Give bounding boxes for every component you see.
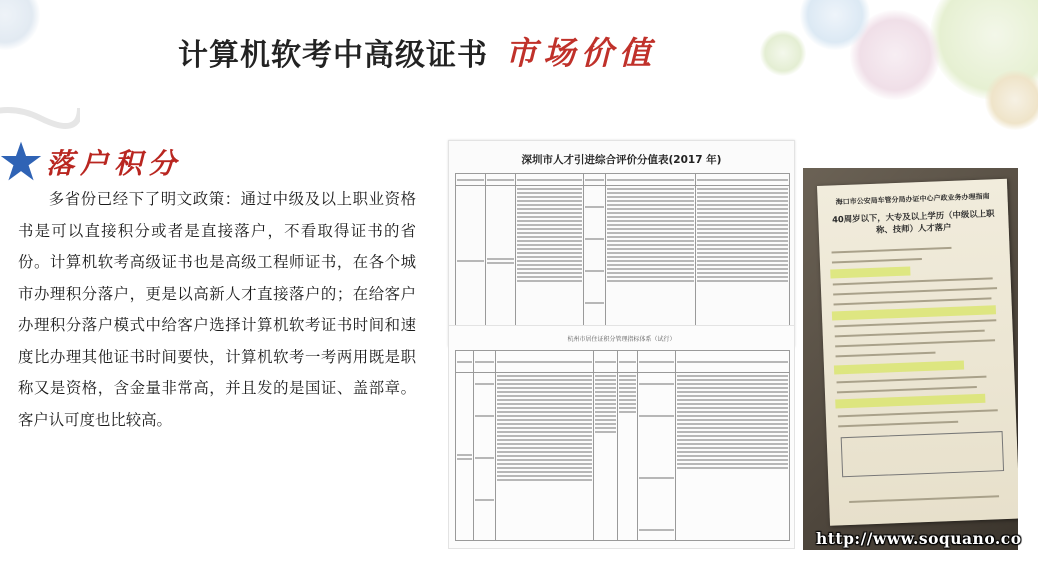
table-header-cell	[584, 174, 606, 186]
text-line	[837, 376, 987, 384]
decor-circle	[0, 0, 40, 50]
text-line	[838, 421, 958, 428]
decor-circle	[985, 70, 1038, 130]
table-cell	[676, 373, 790, 541]
table-header-cell	[606, 174, 696, 186]
table-header-cell	[516, 174, 584, 186]
table-cell	[516, 186, 584, 336]
table-header-cell	[594, 351, 618, 373]
table-header-cell	[496, 351, 594, 373]
photo-paper	[817, 179, 1018, 526]
decor-circle	[760, 30, 806, 76]
table-header-cell	[638, 351, 676, 373]
text-line	[849, 495, 999, 503]
text-line	[833, 287, 997, 295]
highlight-mark	[834, 360, 964, 374]
text-line	[834, 319, 996, 327]
text-line	[832, 247, 952, 254]
text-line	[832, 258, 922, 263]
table-cell	[618, 373, 638, 541]
highlight-mark	[832, 305, 996, 320]
table-cell	[696, 186, 790, 336]
text-line	[836, 352, 936, 358]
watermark-url: http://www.soquano.co	[816, 529, 1022, 548]
decor-swirl	[0, 88, 80, 148]
document-image-shenzhen	[448, 140, 795, 347]
highlight-mark	[835, 394, 985, 409]
text-line	[837, 386, 977, 393]
text-line	[838, 409, 998, 417]
table-header-cell	[618, 351, 638, 373]
table-header-cell	[456, 351, 474, 373]
document-title: 深圳市人才引进综合评价分值表(2017 年)	[521, 154, 722, 166]
photo-heading: 海口市公安局车管分局办证中心户政业务办理指南	[835, 192, 990, 207]
text-line	[835, 339, 995, 347]
photo-info-box	[841, 431, 1004, 477]
table-cell	[486, 186, 516, 336]
page-title: 计算机软考中高级证书	[178, 38, 488, 73]
document-image-hangzhou	[448, 325, 795, 549]
table-cell	[584, 186, 606, 336]
table-cell	[606, 186, 696, 336]
document-table	[455, 350, 790, 541]
page-subtitle: 市场价值	[505, 34, 658, 72]
table-cell	[638, 373, 676, 541]
text-line	[833, 277, 993, 285]
text-line	[835, 330, 985, 338]
table-cell	[456, 186, 486, 336]
table-header-cell	[486, 174, 516, 186]
table-cell	[496, 373, 594, 541]
highlight-mark	[830, 266, 910, 278]
table-cell	[474, 373, 496, 541]
section-heading: 落户积分	[46, 147, 183, 180]
star-icon	[0, 140, 42, 182]
table-header-cell	[696, 174, 790, 186]
document-photo-haikou	[803, 168, 1018, 550]
text-line	[834, 297, 992, 305]
document-title: 杭州市居住证积分管理指标体系（试行）	[567, 336, 676, 343]
table-cell	[594, 373, 618, 541]
section-body: 多省份已经下了明文政策：通过中级及以上职业资格书是可以直接积分或者是直接落户，不看取得证书的省份。计算机软考高级证书也是高级工程师证书，在各个城市办理积分落户，更是以高新人才直接落户的；在给客户办理积分落户模式中给客户选择计算机软考证书时间和速度比办理其他证书时间要快，计算机软考一考两用既是职称又是资格，含金量非常高，并且发的是国证、盖部章。客户认可度也比较高。	[18, 190, 416, 429]
table-header-cell	[456, 174, 486, 186]
table-header-cell	[676, 351, 790, 373]
table-header-cell	[474, 351, 496, 373]
table-cell	[456, 373, 474, 541]
photo-subheading: 40周岁以下，大专及以上学历（中级以上职称、技师）人才落户	[831, 208, 995, 235]
document-table	[455, 173, 790, 336]
